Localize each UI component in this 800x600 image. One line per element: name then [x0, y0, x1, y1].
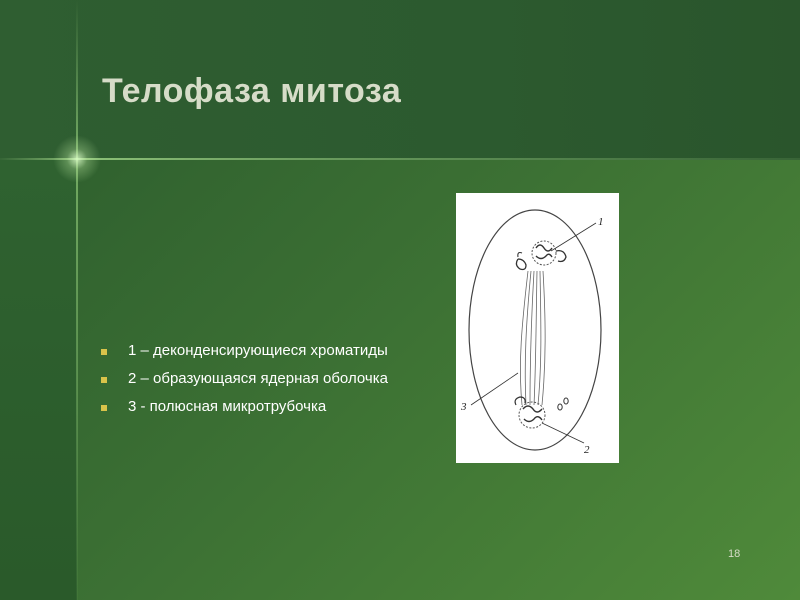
lower-nucleus	[515, 397, 568, 428]
figure-label: 3	[461, 401, 467, 413]
bullet-item	[98, 368, 428, 390]
spindle-fibers	[520, 271, 545, 405]
bullet-icon	[101, 349, 107, 355]
bullet-item	[98, 396, 428, 418]
bullet-icon	[101, 377, 107, 383]
figure-label: 2	[584, 444, 590, 456]
slide-title: Телофаза митоза	[102, 72, 402, 110]
bullet-item	[98, 340, 428, 362]
page-number: 18	[728, 548, 741, 560]
decor-vertical-line	[76, 0, 78, 600]
cell-outline	[469, 210, 601, 450]
telophase-diagram	[456, 193, 619, 463]
decor-horizontal-line	[0, 158, 800, 160]
figure-label: 1	[598, 216, 604, 228]
bullet-text: 3 - полюсная микротрубочка	[128, 398, 327, 415]
left-band	[0, 160, 77, 600]
bullet-list	[98, 340, 428, 424]
decor-glow	[52, 136, 102, 182]
upper-nucleus	[516, 241, 566, 270]
telophase-drawing	[456, 193, 619, 463]
bullet-text: 2 – образующаяся ядерная оболочка	[128, 370, 388, 387]
bullet-text: 1 – деконденсирующиеся хроматиды	[128, 342, 388, 359]
bullet-icon	[101, 405, 107, 411]
